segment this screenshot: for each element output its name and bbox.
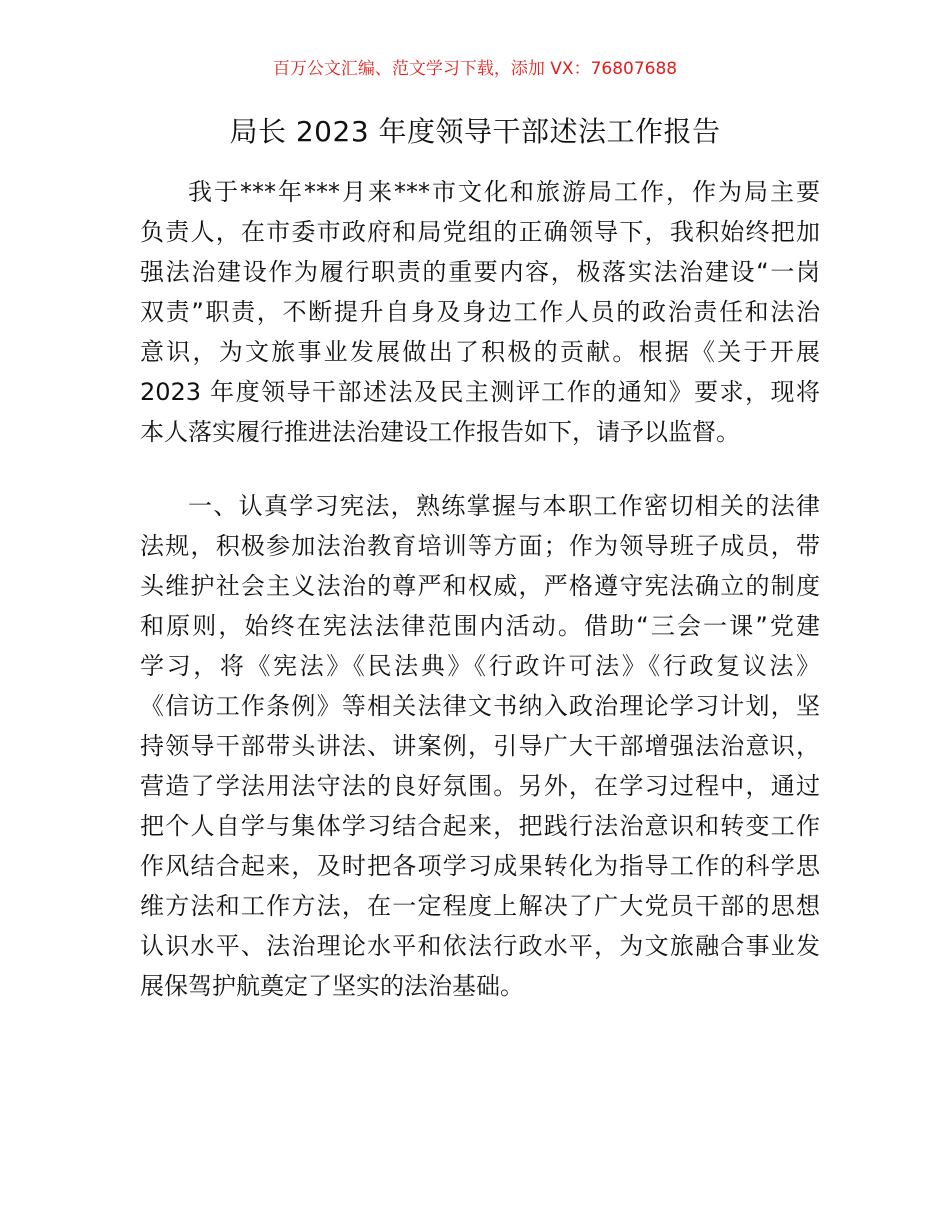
paragraph-line: 和原则，始终在宪法法律范围内活动。借助“三会一课”党建 (140, 612, 820, 640)
paragraph-line: 维方法和工作方法，在一定程度上解决了广大党员干部的思想 (140, 892, 820, 920)
paragraph-line: 法规，积极参加法治教育培训等方面；作为领导班子成员，带 (140, 532, 820, 560)
paragraph-line: 头维护社会主义法治的尊严和权威，严格遵守宪法确立的制度 (140, 572, 820, 600)
document-title: 局长 2023 年度领导干部述法工作报告 (229, 115, 721, 148)
promo-watermark: 百万公文汇编、范文学习下载，添加 VX：76807688 (272, 59, 678, 79)
paragraph-line: 营造了学法用法守法的良好氛围。另外，在学习过程中，通过 (140, 772, 820, 800)
paragraph-line: 本人落实履行推进法治建设工作报告如下，请予以监督。 (140, 418, 740, 446)
paragraph-line: 双责”职责，不断提升自身及身边工作人员的政治责任和法治 (140, 298, 820, 326)
paragraph-line: 作风结合起来，及时把各项学习成果转化为指导工作的科学思 (140, 852, 820, 880)
paragraph-line: 《信访工作条例》等相关法律文书纳入政治理论学习计划，坚 (140, 692, 820, 720)
paragraph-line: 强法治建设作为履行职责的重要内容，极落实法治建设“一岗 (140, 258, 820, 286)
paragraph-line: 意识，为文旅事业发展做出了积极的贡献。根据《关于开展 (140, 338, 820, 366)
paragraph-line: 展保驾护航奠定了坚实的法治基础。 (140, 972, 524, 1000)
paragraph-line: 负责人，在市委市政府和局党组的正确领导下，我积始终把加 (140, 218, 820, 246)
paragraph-line: 把个人自学与集体学习结合起来，把践行法治意识和转变工作 (140, 812, 820, 840)
paragraph-line: 持领导干部带头讲法、讲案例，引导广大干部增强法治意识， (140, 732, 820, 760)
paragraph-section-1 (140, 486, 820, 1006)
paragraph-line: 学习，将《宪法》《民法典》《行政许可法》《行政复议法》 (140, 652, 820, 680)
paragraph-intro (140, 172, 820, 452)
paragraph-line: 2023 年度领导干部述法及民主测评工作的通知》要求，现将 (140, 378, 820, 406)
paragraph-line: 一、认真学习宪法，熟练掌握与本职工作密切相关的法律 (188, 492, 820, 520)
paragraph-line: 认识水平、法治理论水平和依法行政水平，为文旅融合事业发 (140, 932, 820, 960)
paragraph-line: 我于***年***月来***市文化和旅游局工作，作为局主要 (188, 178, 820, 206)
